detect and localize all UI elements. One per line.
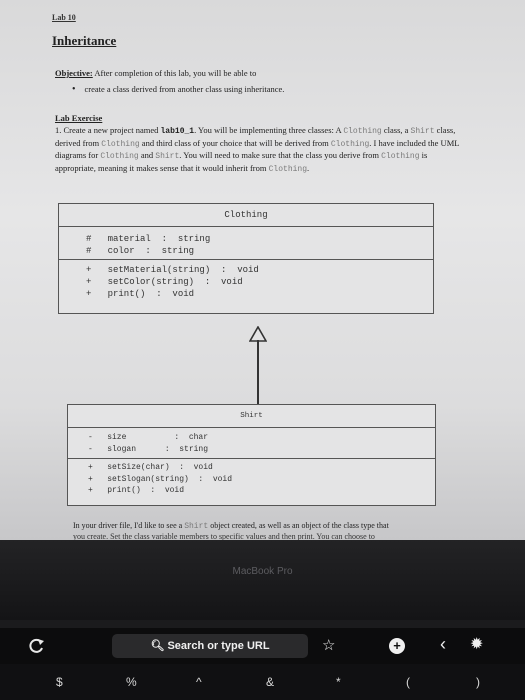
uml-methods: [59, 260, 433, 312]
text-span: 1. Create a new project named: [55, 125, 161, 135]
uml-class-name: Clothing: [59, 204, 433, 227]
key-percent[interactable]: %: [126, 675, 137, 689]
project-name: lab10_1: [160, 127, 195, 136]
text-span: . I have included the UML diagrams for: [55, 137, 460, 160]
text-span: In your driver file, I'd like to see a: [73, 521, 185, 530]
uml-method: + setColor(string) : void: [86, 277, 243, 287]
uml-method: + print() : void: [88, 486, 185, 495]
key-ampersand[interactable]: &: [266, 675, 275, 689]
key-caret[interactable]: ^: [196, 675, 202, 689]
text-span: object created, as well as an object of the class type that: [208, 521, 389, 530]
class-ref: Clothing: [101, 139, 140, 149]
uml-shirt-box: [67, 404, 436, 506]
uml-method: + print() : void: [86, 289, 195, 299]
text-span: class, derived from: [55, 125, 456, 148]
key-paren-left[interactable]: (: [406, 675, 410, 689]
class-ref: Clothing: [100, 152, 139, 161]
uml-method: + setSize(char) : void: [88, 463, 213, 472]
exercise-heading: Lab Exercise: [55, 113, 103, 123]
class-ref: Clothing: [268, 164, 308, 174]
class-ref: Shirt: [410, 127, 435, 136]
uml-attribute: - slogan : string: [88, 444, 209, 454]
objective: [55, 68, 455, 78]
text-span: and third class of your choice that will be derived from: [139, 137, 331, 148]
laptop-brand: MacBook Pro: [232, 566, 293, 577]
search-icon: 🔍︎: [150, 640, 165, 652]
lab-number: Lab 10: [52, 13, 76, 22]
objective-label: Objective:: [55, 68, 93, 78]
text-span: . You will be implementing three classes: A: [194, 125, 344, 135]
reload-icon[interactable]: [26, 636, 48, 656]
exercise-paragraph: [55, 125, 460, 175]
laptop-bezel: [0, 540, 525, 620]
key-asterisk[interactable]: *: [336, 675, 341, 689]
uml-attribute: - size : char: [88, 433, 209, 442]
uml-attributes: [68, 428, 435, 459]
driver-paragraph-cut: you create. Set the class variable members to specific values and then print. You can choose to: [73, 532, 375, 540]
search-url-button[interactable]: [112, 634, 308, 658]
text-span: . You will need to make sure that the class you derive from: [179, 150, 382, 160]
objective-bullet: [72, 84, 284, 95]
uml-clothing-box: [58, 203, 434, 314]
uml-attribute: # color : string: [86, 246, 195, 256]
chevron-left-icon[interactable]: ‹: [440, 634, 446, 654]
class-ref: Clothing: [381, 152, 420, 161]
brightness-icon[interactable]: ✹: [470, 636, 484, 653]
uml-method: + setSlogan(string) : void: [88, 474, 233, 484]
inheritance-line: [257, 340, 259, 404]
key-paren-right[interactable]: ): [476, 675, 480, 689]
driver-paragraph: [73, 520, 453, 532]
page-title: Inheritance: [52, 33, 117, 48]
objective-text: After completion of this lab, you will be able to: [94, 68, 257, 78]
bullet-icon: •: [72, 84, 76, 95]
key-dollar[interactable]: $: [56, 675, 63, 689]
text-span: and: [138, 150, 156, 160]
class-ref: Shirt: [184, 522, 209, 531]
search-url-label: Search or type URL: [167, 640, 270, 652]
star-icon[interactable]: ☆: [322, 637, 336, 654]
bullet-text: create a class derived from another class using inheritance.: [84, 84, 285, 94]
uml-attribute: # material : string: [86, 234, 211, 244]
uml-methods: [68, 459, 435, 506]
text-span: class, a: [381, 125, 411, 135]
text-span: is appropriate, meaning it makes sense that it would inherit from: [55, 150, 428, 173]
text-span: .: [307, 162, 310, 173]
uml-class-name: Shirt: [68, 405, 435, 428]
class-ref: Clothing: [343, 127, 382, 136]
class-ref: Shirt: [155, 152, 180, 161]
class-ref: Clothing: [330, 139, 370, 149]
uml-method: + setMaterial(string) : void: [86, 265, 259, 275]
uml-attributes: [59, 227, 433, 260]
new-tab-icon[interactable]: +: [389, 638, 405, 654]
keyboard-row: [0, 664, 525, 700]
